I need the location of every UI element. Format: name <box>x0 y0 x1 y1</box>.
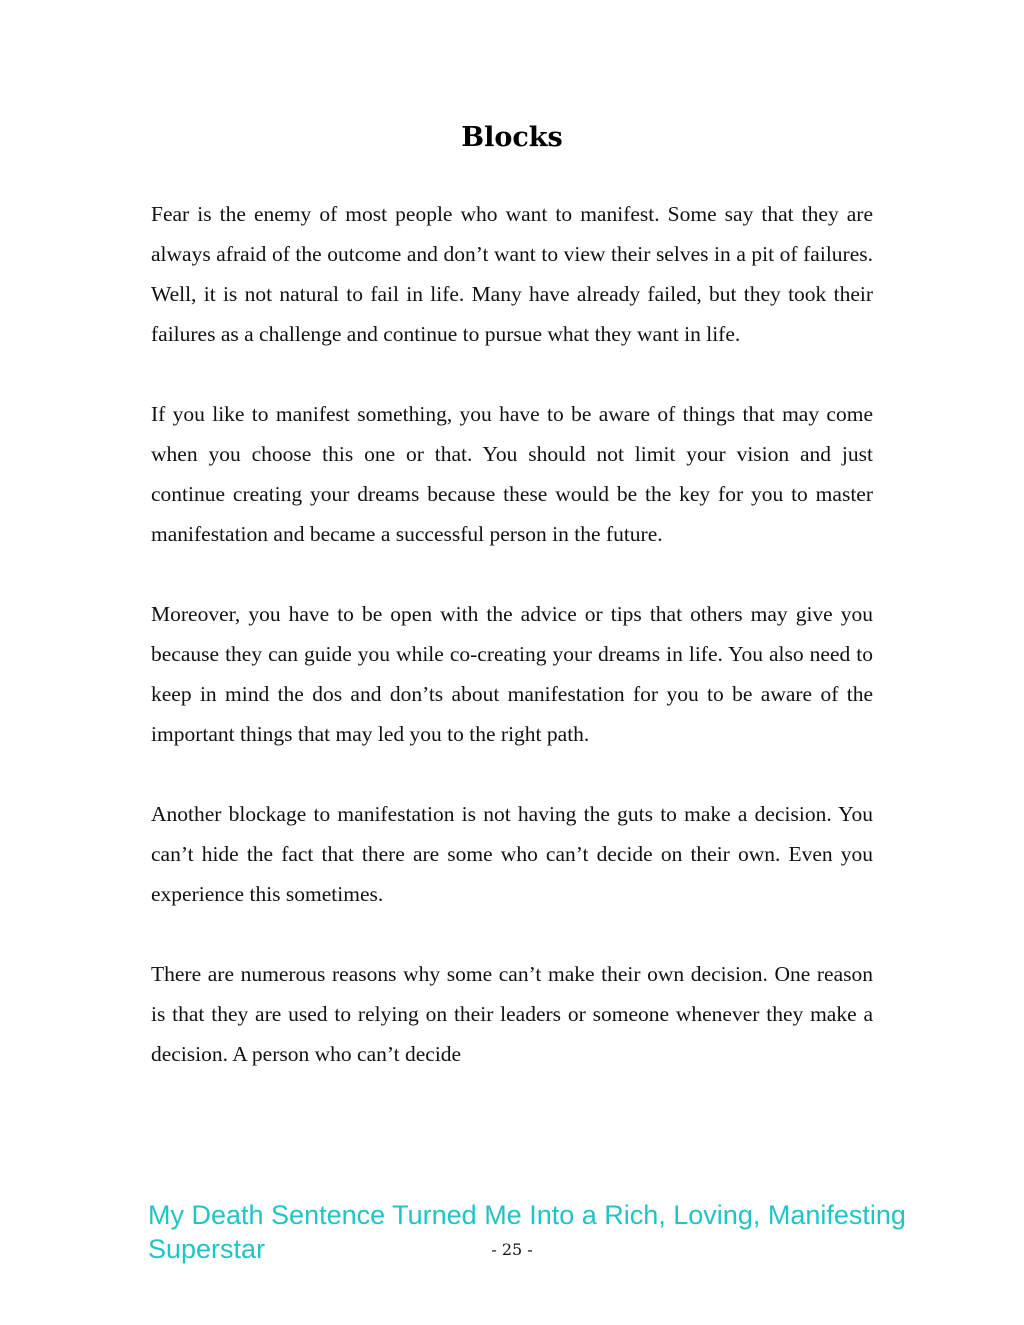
paragraph: Moreover, you have to be open with the advice or tips that others may give you because they can guide you while co-creating your dreams in life. You also need to keep in mind the dos and don’ts about manifestation for you to be aware of the important things that may led you to the right path. <box>151 602 873 746</box>
page-number: - 25 - <box>491 1240 533 1259</box>
paragraph: Another blockage to manifestation is not having the guts to make a decision. You can’t hide the fact that there are some who can’t decide on their own. Even you experience this sometimes. <box>151 802 873 906</box>
body-text <box>151 194 873 1114</box>
footer-book-title: My Death Sentence Turned Me Into a Rich, Loving, Manifesting Superstar <box>148 1200 906 1264</box>
paragraph: There are numerous reasons why some can’t make their own decision. One reason is that they are used to relying on their leaders or someone whenever they make a decision. A person who can’t decide <box>151 962 873 1066</box>
paragraph: If you like to manifest something, you have to be aware of things that may come when you choose this one or that. You should not limit your vision and just continue creating your dreams because these would be the key for you to master manifestation and became a successful person in the future. <box>151 402 873 546</box>
page-title: Blocks <box>461 122 563 153</box>
paragraph: Fear is the enemy of most people who want to manifest. Some say that they are always afraid of the outcome and don’t want to view their selves in a pit of failures. Well, it is not natural to fail in life. Many have already failed, but they took their failures as a challenge and continue to pursue what they want in life. <box>151 202 873 346</box>
